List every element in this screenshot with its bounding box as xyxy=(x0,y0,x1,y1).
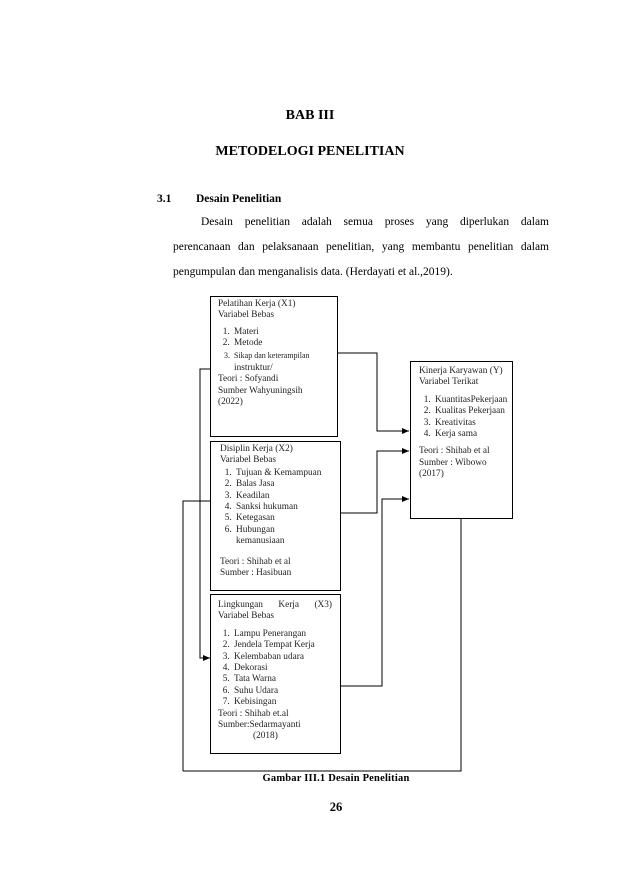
x1-subtitle: Variabel Bebas xyxy=(218,310,275,321)
y-item: 3. Kreativitas xyxy=(433,418,512,429)
arrow-x3-to-y xyxy=(340,499,409,686)
x2-item: 1. Tujuan & Kemampuan xyxy=(234,468,340,479)
x2-item: 3. Keadilan xyxy=(234,491,340,502)
arrow-x1-to-x3 xyxy=(200,369,210,658)
x1-item: 1. Materi xyxy=(232,327,337,338)
page-number: 26 xyxy=(329,800,343,814)
y-item: 1. KuantitasPekerjaan xyxy=(433,395,512,406)
x3-year: (2018) xyxy=(253,731,278,742)
paragraph-line: Desain penelitian adalah semua proses yang diperlukan dalam xyxy=(201,216,549,228)
box-x2 xyxy=(210,441,341,591)
x2-item: 4. Sanksi hukuman xyxy=(234,502,340,513)
x1-item: 2. Metode xyxy=(232,338,337,349)
x2-title: Disiplin Kerja (X2) xyxy=(220,444,293,454)
y-item: 4. Kerja sama xyxy=(433,429,512,440)
x3-item: 5. Tata Warna xyxy=(232,674,340,685)
x1-theory: Teori : Sofyandi xyxy=(218,374,279,385)
section-number: 3.1 xyxy=(157,193,172,205)
x2-item: 5. Ketegasan xyxy=(234,513,340,524)
x2-theory: Teori : Shihab et al xyxy=(220,556,291,567)
x2-item-cont: kemanusiaan xyxy=(236,536,285,547)
x3-title: Lingkungan Kerja (X3) xyxy=(218,600,332,610)
x1-title: Pelatihan Kerja (X1) xyxy=(218,299,296,309)
box-x3 xyxy=(210,594,341,754)
x1-item-cont: instruktur/ xyxy=(234,363,273,374)
x2-item: 6. Hubungan xyxy=(234,525,340,536)
arrow-x1-to-y xyxy=(337,353,409,431)
paragraph-line: pengumpulan dan menganalisis data. (Herdayati et al.,2019). xyxy=(173,266,453,278)
y-item: 2. Kualitas Pekerjaan xyxy=(433,406,512,417)
x2-source: Sumber : Hasibuan xyxy=(220,568,292,579)
y-theory: Teori : Shihab et al xyxy=(419,446,490,457)
x3-item: 7. Kebisingan xyxy=(232,697,340,708)
arrow-x2-to-x3 xyxy=(183,501,210,771)
paragraph-line: perencanaan dan pelaksanaan penelitian, yang membantu penelitian dalam xyxy=(173,241,549,253)
box-y xyxy=(410,361,513,519)
y-title: Kinerja Karyawan (Y) xyxy=(419,366,503,376)
y-subtitle: Variabel Terikat xyxy=(419,377,479,388)
box-x1 xyxy=(210,296,338,437)
x3-subtitle: Variabel Bebas xyxy=(218,611,275,622)
x3-item: 4. Dekorasi xyxy=(232,663,340,674)
x3-item: 3. Kelembaban udara xyxy=(232,652,340,663)
figure-caption: Gambar III.1 Desain Penelitian xyxy=(262,773,410,784)
chapter-title: METODELOGI PENELITIAN xyxy=(215,144,405,159)
x3-theory: Teori : Shihab et.al xyxy=(218,708,289,719)
arrow-x2-to-y xyxy=(340,451,409,513)
x3-item: 6. Suhu Udara xyxy=(232,686,340,697)
x2-subtitle: Variabel Bebas xyxy=(220,455,277,466)
x3-item: 2. Jendela Tempat Kerja xyxy=(232,640,340,651)
chapter-heading: BAB III xyxy=(285,108,335,123)
x1-year: (2022) xyxy=(218,397,243,408)
x3-item: 1. Lampu Penerangan xyxy=(232,629,340,640)
x1-source: Sumber Wahyuningsih xyxy=(218,385,303,396)
x1-item: 3. Sikap dan keterampilan xyxy=(232,350,337,361)
x2-item: 2. Balas Jasa xyxy=(234,479,340,490)
x3-source: Sumber:Sedarmayanti xyxy=(218,720,301,731)
section-heading: Desain Penelitian xyxy=(196,193,282,205)
y-source: Sumber : Wibowo (2017) xyxy=(419,457,487,480)
